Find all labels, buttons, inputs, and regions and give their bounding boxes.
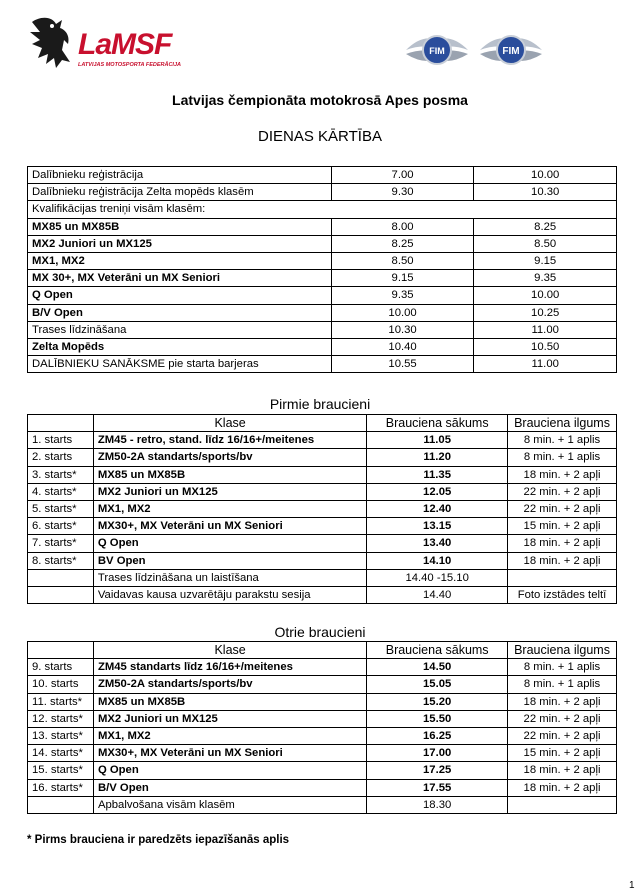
table-row-extra	[28, 586, 617, 603]
header-class: Klase	[93, 415, 366, 432]
schedule-start: 8.50	[331, 252, 474, 269]
schedule-end: 10.00	[474, 167, 617, 184]
extra-note	[508, 569, 617, 586]
extra-label: Trases līdzināšana un laistīšana	[93, 569, 366, 586]
start-number: 14. starts*	[28, 745, 94, 762]
table-row	[28, 727, 617, 744]
duration: 18 min. + 2 apļi	[508, 552, 617, 569]
schedule-row	[28, 218, 617, 235]
race1-title: Pirmie braucieni	[269, 396, 371, 412]
schedule-label: DALĪBNIEKU SANĀKSME pie starta barjeras	[28, 356, 332, 373]
start-time: 17.00	[367, 745, 508, 762]
duration: 15 min. + 2 apļi	[508, 518, 617, 535]
extra-time: 18.30	[367, 796, 508, 813]
start-number: 12. starts*	[28, 710, 94, 727]
start-time: 15.20	[367, 693, 508, 710]
start-number: 15. starts*	[28, 762, 94, 779]
start-number: 9. starts	[28, 659, 94, 676]
extra-time: 14.40	[367, 586, 508, 603]
table-row	[28, 535, 617, 552]
class-name: ZM45 - retro, stand. līdz 16/16+/meitenes	[93, 432, 366, 449]
schedule-row	[28, 252, 617, 269]
start-time: 15.05	[367, 676, 508, 693]
start-time: 17.55	[367, 779, 508, 796]
table-row	[28, 518, 617, 535]
table-header-row	[28, 642, 617, 659]
start-number: 10. starts	[28, 676, 94, 693]
schedule-end: 9.35	[474, 270, 617, 287]
start-time: 14.10	[367, 552, 508, 569]
schedule-start: 10.55	[331, 356, 474, 373]
start-number: 8. starts*	[28, 552, 94, 569]
race1-table	[27, 414, 617, 604]
schedule-start: 8.00	[331, 218, 474, 235]
start-number: 16. starts*	[28, 779, 94, 796]
start-time: 11.35	[367, 466, 508, 483]
start-time: 17.25	[367, 762, 508, 779]
schedule-end: 10.00	[474, 287, 617, 304]
start-time: 11.20	[367, 449, 508, 466]
class-name: B/V Open	[93, 779, 366, 796]
schedule-label: Zelta Mopēds	[28, 338, 332, 355]
race2-title: Otrie braucieni	[274, 624, 366, 640]
schedule-row	[28, 304, 617, 321]
start-number: 6. starts*	[28, 518, 94, 535]
header-blank	[28, 415, 94, 432]
class-name: BV Open	[93, 552, 366, 569]
schedule-end: 10.50	[474, 338, 617, 355]
schedule-end: 11.00	[474, 356, 617, 373]
duration: 8 min. + 1 aplis	[508, 432, 617, 449]
header-start: Brauciena sākums	[367, 415, 508, 432]
table-row	[28, 745, 617, 762]
schedule-start: 9.35	[331, 287, 474, 304]
start-number: 3. starts*	[28, 466, 94, 483]
schedule-start: 8.25	[331, 235, 474, 252]
header-start: Brauciena sākums	[367, 642, 508, 659]
start-time: 14.50	[367, 659, 508, 676]
schedule-row	[28, 184, 617, 201]
footnote: * Pirms brauciena ir paredzēts iepazīšanās aplis	[27, 834, 290, 846]
schedule-row	[28, 201, 617, 218]
schedule-start: 9.15	[331, 270, 474, 287]
start-time: 13.15	[367, 518, 508, 535]
start-number: 2. starts	[28, 449, 94, 466]
schedule-label: B/V Open	[28, 304, 332, 321]
duration: 22 min. + 2 apļi	[508, 727, 617, 744]
duration: 18 min. + 2 apļi	[508, 466, 617, 483]
extra-label: Apbalvošana visām klasēm	[93, 796, 366, 813]
start-number: 11. starts*	[28, 693, 94, 710]
duration: 18 min. + 2 apļi	[508, 779, 617, 796]
table-row	[28, 449, 617, 466]
document-subtitle: DIENAS KĀRTĪBA	[258, 128, 382, 145]
svg-text:FIM: FIM	[429, 46, 445, 56]
duration: 22 min. + 2 apļi	[508, 710, 617, 727]
lamsf-logo	[26, 14, 196, 74]
start-number: 7. starts*	[28, 535, 94, 552]
table-row	[28, 710, 617, 727]
duration: 8 min. + 1 aplis	[508, 449, 617, 466]
header-class: Klase	[93, 642, 366, 659]
class-name: ZM45 standarts līdz 16/16+/meitenes	[93, 659, 366, 676]
schedule-row	[28, 321, 617, 338]
schedule-end: 11.00	[474, 321, 617, 338]
schedule-start: 10.00	[331, 304, 474, 321]
schedule-row	[28, 287, 617, 304]
schedule-end: 9.15	[474, 252, 617, 269]
start-number: 13. starts*	[28, 727, 94, 744]
logo-text: LaMSF	[78, 28, 172, 61]
schedule-label: Q Open	[28, 287, 332, 304]
start-number: 5. starts*	[28, 500, 94, 517]
start-time: 11.05	[367, 432, 508, 449]
extra-note	[508, 796, 617, 813]
table-row	[28, 762, 617, 779]
schedule-start: 9.30	[331, 184, 474, 201]
table-row-extra	[28, 569, 617, 586]
logo-subtitle: LATVIJAS MOTOSPORTA FEDERĀCIJA	[78, 62, 181, 68]
empty-cell	[28, 569, 94, 586]
class-name: Q Open	[93, 535, 366, 552]
table-row	[28, 466, 617, 483]
fim-logo-icon	[478, 30, 544, 70]
table-row	[28, 676, 617, 693]
schedule-label: MX85 un MX85B	[28, 218, 332, 235]
empty-cell	[28, 586, 94, 603]
class-name: MX85 un MX85B	[93, 693, 366, 710]
duration: 8 min. + 1 aplis	[508, 676, 617, 693]
schedule-row	[28, 270, 617, 287]
table-row	[28, 483, 617, 500]
schedule-start: 7.00	[331, 167, 474, 184]
start-time: 15.50	[367, 710, 508, 727]
class-name: ZM50-2A standarts/sports/bv	[93, 449, 366, 466]
table-row	[28, 432, 617, 449]
schedule-start: 10.30	[331, 321, 474, 338]
fim-logo-text: FIM	[502, 46, 520, 57]
duration: 18 min. + 2 apļi	[508, 693, 617, 710]
schedule-table	[27, 166, 617, 373]
class-name: MX85 un MX85B	[93, 466, 366, 483]
duration: 18 min. + 2 apļi	[508, 535, 617, 552]
duration: 15 min. + 2 apļi	[508, 745, 617, 762]
extra-time: 14.40 -15.10	[367, 569, 508, 586]
schedule-label: MX 30+, MX Veterāni un MX Seniori	[28, 270, 332, 287]
page-number: 1	[629, 880, 635, 891]
schedule-end: 8.25	[474, 218, 617, 235]
schedule-row	[28, 167, 617, 184]
table-row	[28, 779, 617, 796]
schedule-label: MX1, MX2	[28, 252, 332, 269]
griffin-icon	[26, 14, 76, 72]
schedule-label: MX2 Juniori un MX125	[28, 235, 332, 252]
class-name: Q Open	[93, 762, 366, 779]
schedule-label: Kvalifikācijas treniņi visām klasēm:	[28, 201, 617, 218]
duration: 22 min. + 2 apļi	[508, 500, 617, 517]
header-duration: Brauciena ilgums	[508, 415, 617, 432]
class-name: ZM50-2A standarts/sports/bv	[93, 676, 366, 693]
schedule-end: 10.30	[474, 184, 617, 201]
class-name: MX1, MX2	[93, 727, 366, 744]
class-name: MX2 Juniori un MX125	[93, 710, 366, 727]
start-time: 13.40	[367, 535, 508, 552]
start-time: 12.40	[367, 500, 508, 517]
table-row	[28, 693, 617, 710]
schedule-row	[28, 338, 617, 355]
duration: 22 min. + 2 apļi	[508, 483, 617, 500]
table-row-extra	[28, 796, 617, 813]
start-number: 1. starts	[28, 432, 94, 449]
fim-europe-logo-icon	[404, 30, 470, 70]
schedule-row	[28, 235, 617, 252]
table-row	[28, 552, 617, 569]
schedule-end: 8.50	[474, 235, 617, 252]
header-duration: Brauciena ilgums	[508, 642, 617, 659]
duration: 18 min. + 2 apļi	[508, 762, 617, 779]
class-name: MX30+, MX Veterāni un MX Seniori	[93, 518, 366, 535]
table-row	[28, 659, 617, 676]
empty-cell	[28, 796, 94, 813]
race2-table	[27, 641, 617, 814]
class-name: MX2 Juniori un MX125	[93, 483, 366, 500]
start-time: 16.25	[367, 727, 508, 744]
class-name: MX1, MX2	[93, 500, 366, 517]
extra-note: Foto izstādes teltī	[508, 586, 617, 603]
header-blank	[28, 642, 94, 659]
duration: 8 min. + 1 aplis	[508, 659, 617, 676]
extra-label: Vaidavas kausa uzvarētāju parakstu sesija	[93, 586, 366, 603]
table-header-row	[28, 415, 617, 432]
start-time: 12.05	[367, 483, 508, 500]
schedule-label: Dalībnieku reģistrācija Zelta mopēds klasēm	[28, 184, 332, 201]
table-row	[28, 500, 617, 517]
start-number: 4. starts*	[28, 483, 94, 500]
class-name: MX30+, MX Veterāni un MX Seniori	[93, 745, 366, 762]
schedule-end: 10.25	[474, 304, 617, 321]
schedule-label: Dalībnieku reģistrācija	[28, 167, 332, 184]
schedule-label: Trases līdzināšana	[28, 321, 332, 338]
schedule-start: 10.40	[331, 338, 474, 355]
document-title: Latvijas čempionāta motokrosā Apes posma	[172, 92, 468, 108]
schedule-row	[28, 356, 617, 373]
